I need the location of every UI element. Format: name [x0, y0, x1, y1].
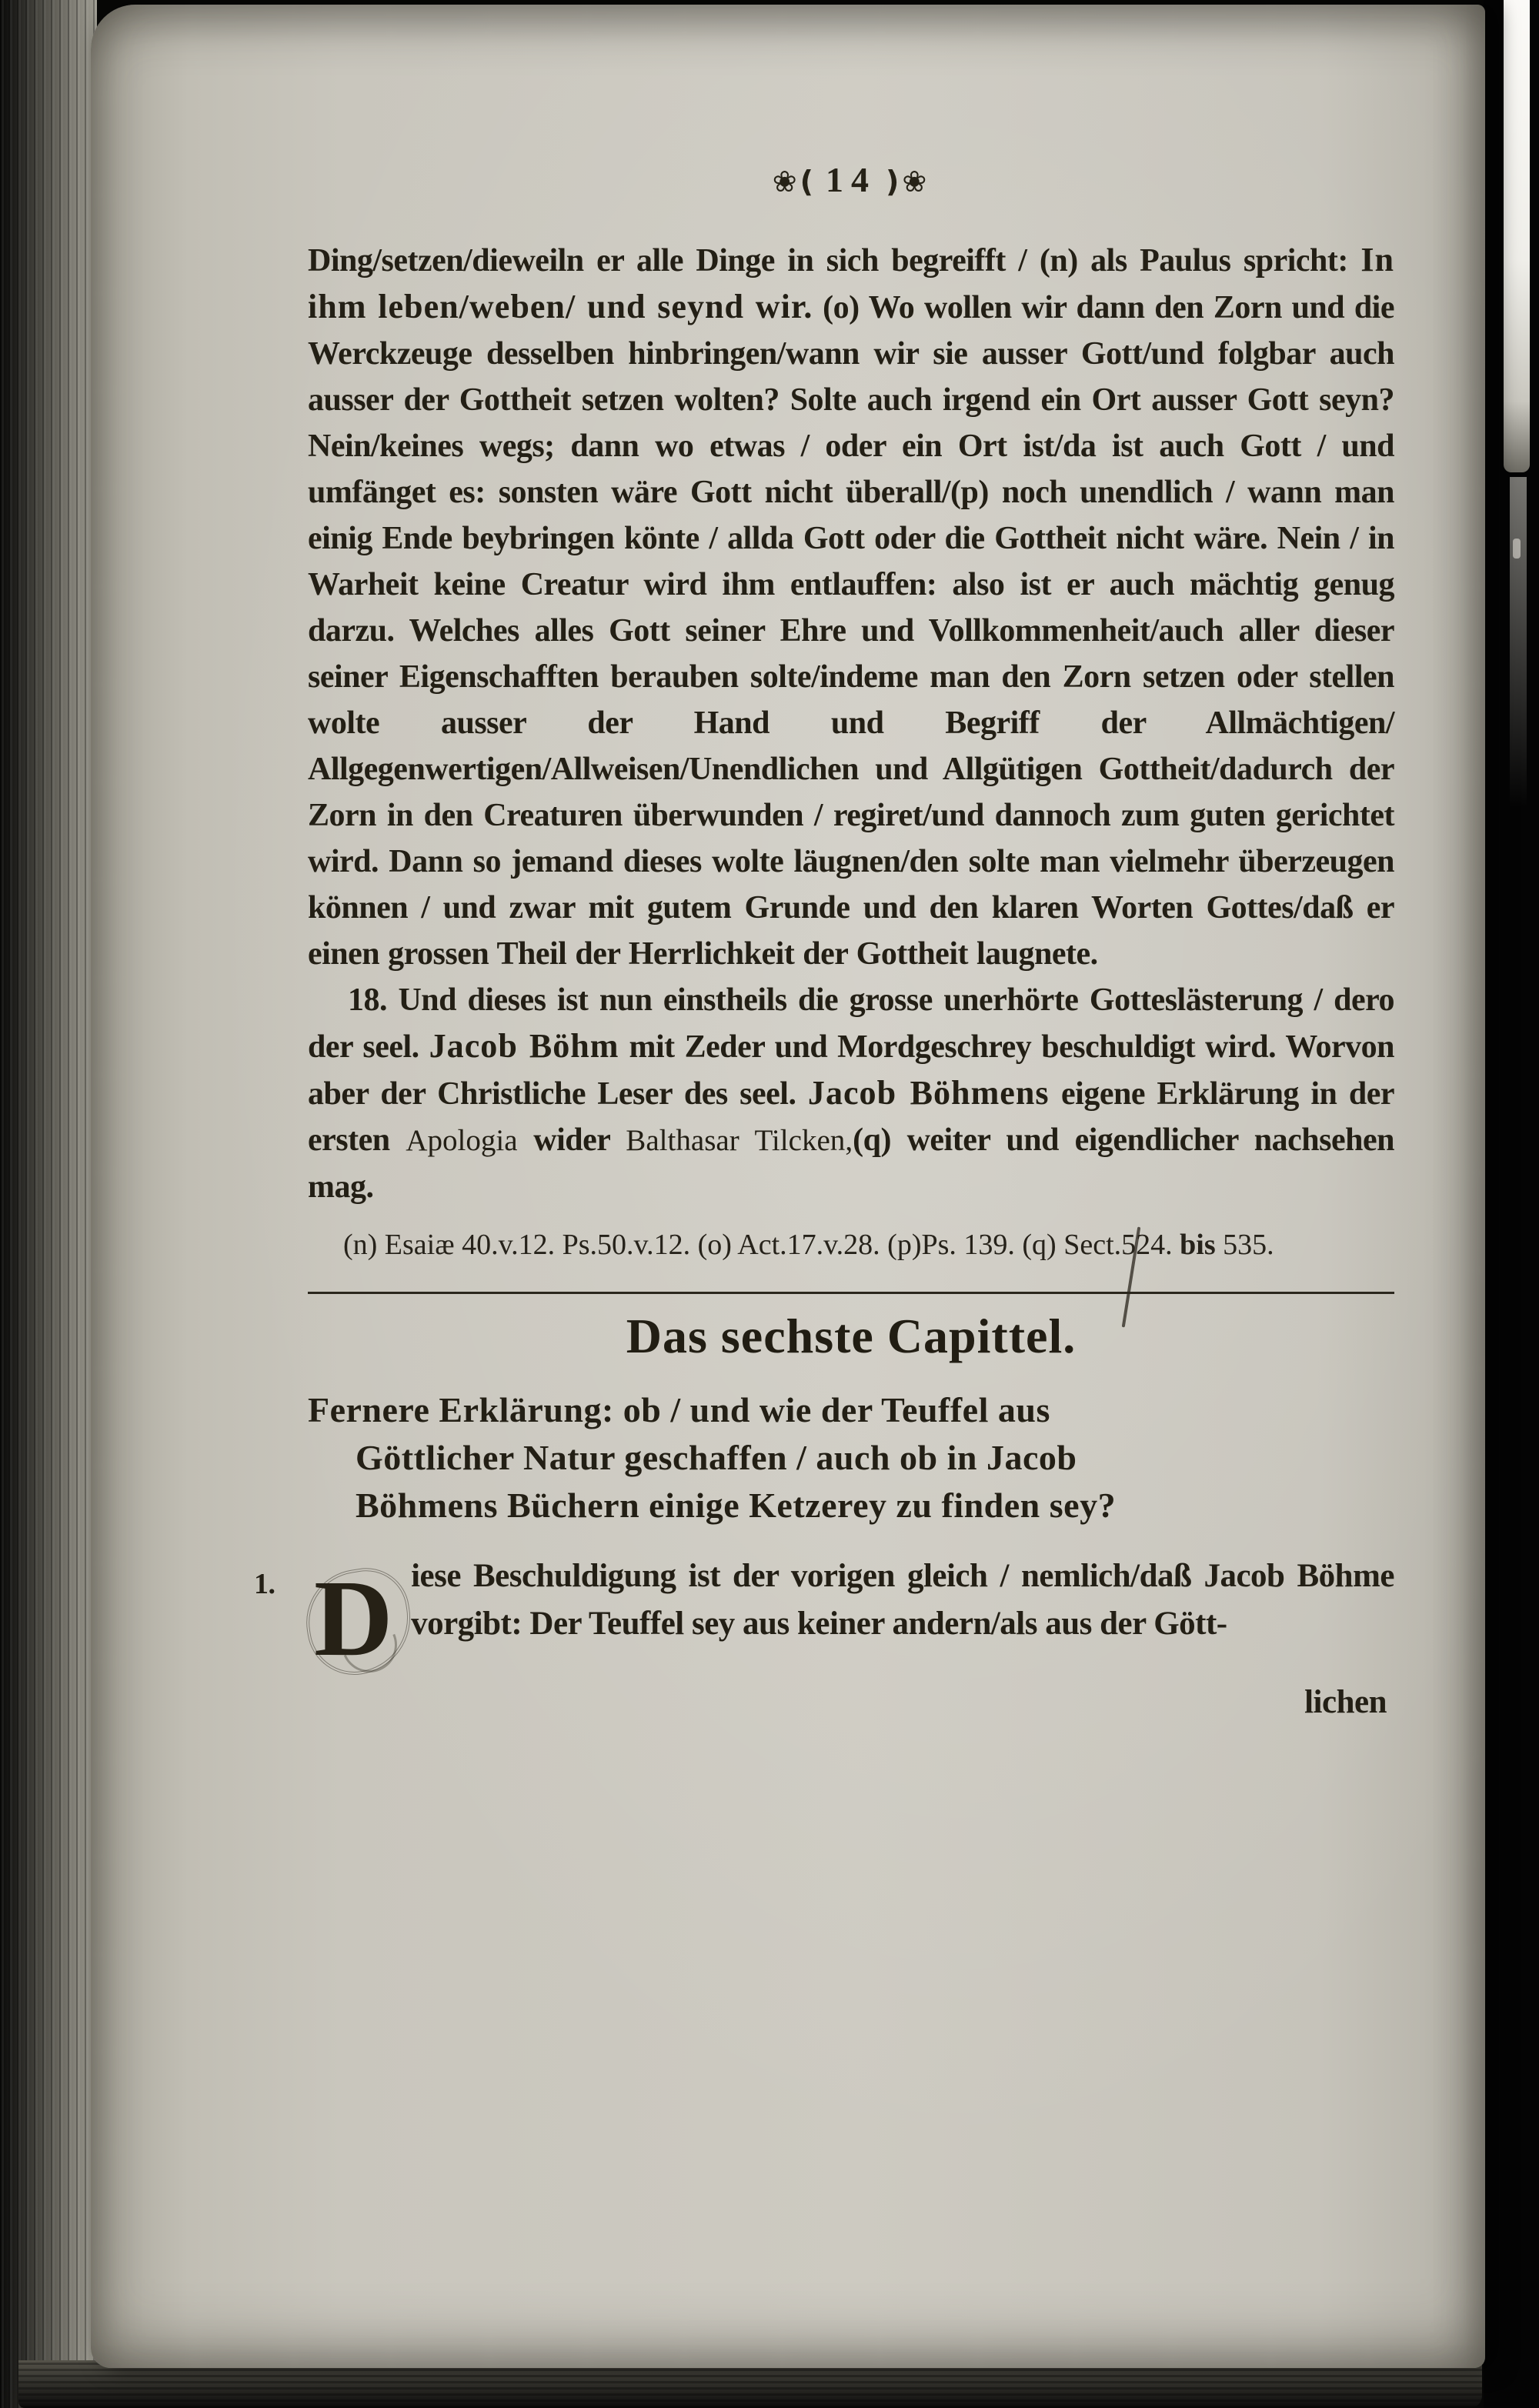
- paragraph-text: mit Zeder und Mordgeschrey beschuldigt wird. Worvon aber der Christliche Leser des seel.: [308, 1029, 1395, 1112]
- person-name: Jacob Böhmens: [807, 1074, 1050, 1112]
- chapter-first-paragraph: [254, 1553, 1394, 1726]
- book-page-edges-left: [0, 0, 97, 2408]
- footnote: [308, 1224, 1394, 1266]
- chapter-title: Das sechste Capittel.: [626, 1309, 1077, 1363]
- paragraph-text: (q) weiter und eigendlicher nachsehen mag.: [308, 1122, 1394, 1205]
- catchword: lichen: [1304, 1684, 1387, 1720]
- paragraph-text: (o) Wo wollen wir dann den Zorn und die Werckzeuge desselben hinbringen/wann wir sie ausser Gott/und folgbar auch ausser der Gottheit setzen wolten? Solte auch irgend ein Ort ausser Gott seyn? Nein/keines wegs; dann wo etwas / oder ein Ort ist/da ist auch Gott / und umfänget es: sonsten wäre Gott nicht überall/(p) noch unendlich / wann man einig Ende beybringen könte / allda Gott oder die Gottheit nicht wäre. Nein / in Warheit keine Creatur wird ihm entlauffen: also ist er auch mächtig genug darzu. Welches alles Gott seiner Ehre und Vollkommenheit/auch aller dieser seiner Eigenschafften berauben solte/indeme man den Zorn setzen oder stellen wolte ausser der Hand und Begriff der Allmächtigen/ Allgegenwertigen/Allweisen/Unendlichen und Allgütigen Gottheit/dadurch der Zorn in den Creaturen überwunden / regiret/und dannoch zum guten gerichtet wird. Dann so jemand dieses wolte läugnen/den solte man vielmehr überzeugen können / und zwar mit gutem Grunde und den klaren Worten Gottes/daß er einen grossen Theil der Herrlichkeit der Gottheit laugnete.: [308, 290, 1394, 972]
- scan-right-gutter: [1484, 0, 1539, 2408]
- footnote-text: (n) Esaiæ 40.v.12. Ps.50.v.12. (o) Act.17.v.28. (p)Ps. 139. (q) Sect.524.: [343, 1229, 1180, 1261]
- header-ornament-right-icon: )❀: [886, 165, 930, 198]
- latin-term: Apologia: [406, 1124, 518, 1157]
- drop-cap-initial: D: [308, 1553, 411, 1679]
- paragraph-text: eigene Erklärung in der ersten: [308, 1076, 1394, 1158]
- footnote-text: 535.: [1215, 1229, 1274, 1261]
- paragraph-text: iese Beschuldigung ist der vorigen gleich / nemlich/daß Jacob Böhme vorgibt: Der Teuffel sey aus keiner andern/als aus der Gött-: [411, 1558, 1394, 1642]
- page-number: 14: [826, 160, 876, 199]
- paper-speck: [1513, 539, 1521, 559]
- chapter-subtitle: Fernere Erklärung: ob / und wie der Teuffel aus Göttlicher Natur geschaffen / auch ob in Jacob Böhmens Büchern einige Ketzerey zu finden sey?: [308, 1390, 1117, 1525]
- page-header: [308, 158, 1394, 203]
- page-content: [91, 5, 1485, 2368]
- section-number: 1.: [254, 1568, 275, 1600]
- body-paragraph-2: [308, 977, 1394, 1210]
- book-page: [91, 5, 1485, 2368]
- section-divider: [308, 1292, 1394, 1294]
- adjacent-page-edge-faint: [1510, 477, 1527, 808]
- scripture-quote: In ihm leben/weben/ und seynd wir.: [308, 241, 1394, 325]
- person-name: Jacob Böhm: [429, 1027, 619, 1065]
- paragraph-text: 18. Und dieses ist nun einstheils die grosse unerhörte Gotteslästerung / dero der seel.: [308, 982, 1394, 1065]
- body-paragraph-1: [308, 237, 1394, 977]
- footnote-text: bis: [1180, 1229, 1216, 1261]
- person-name: Balthasar Tilcken,: [626, 1124, 853, 1157]
- header-ornament-left-icon: ❀(: [772, 165, 816, 198]
- adjacent-page-edge: [1504, 0, 1530, 472]
- paragraph-text: Ding/setzen/dieweiln er alle Dinge in sich begreifft / (n) als Paulus spricht:: [308, 243, 1361, 278]
- paragraph-text: wider: [517, 1122, 626, 1158]
